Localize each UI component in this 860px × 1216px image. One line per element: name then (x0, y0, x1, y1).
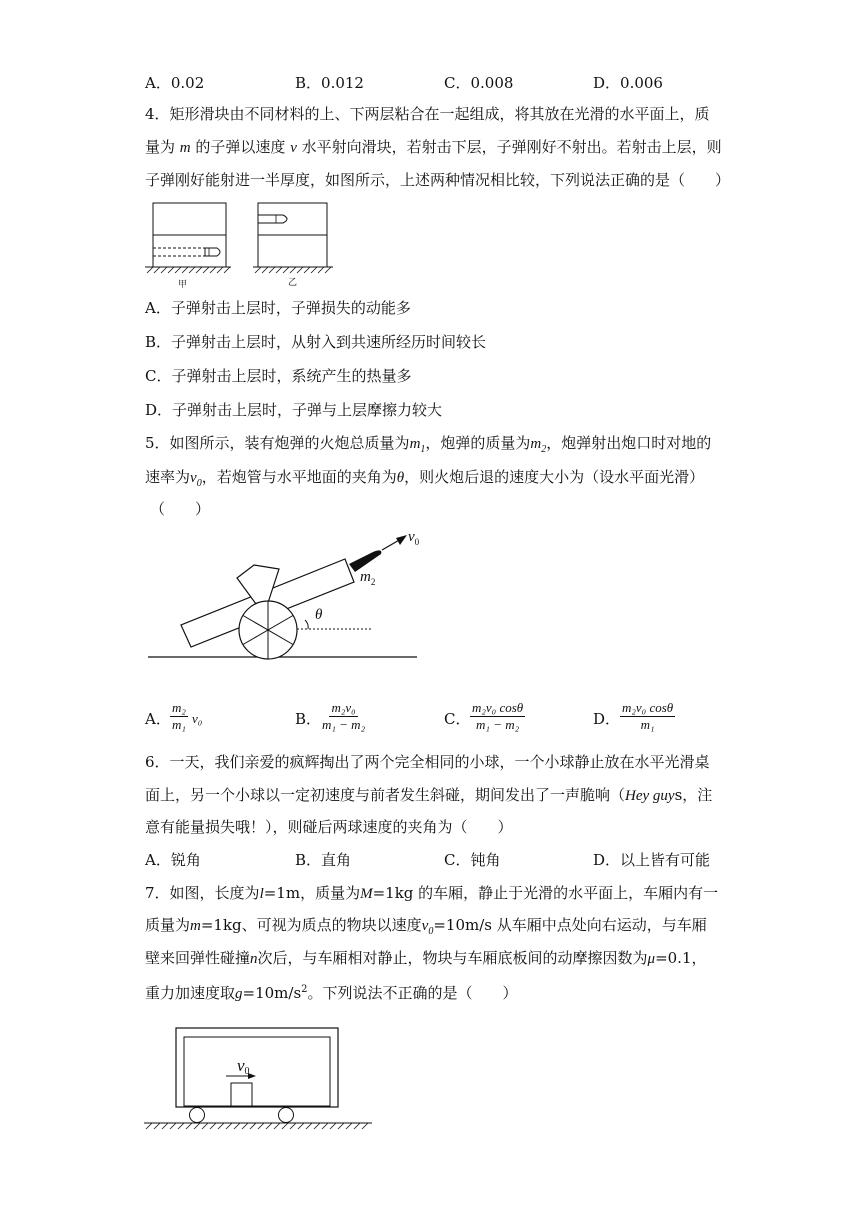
q7-cart-figure (142, 1025, 382, 1135)
q4-text-2c: 水平射向滑块，若射击下层，子弹刚好不射出。若射击上层，则 (301, 138, 722, 156)
q5-option-a-den: m₁ (172, 717, 186, 732)
q6-text-2em: Hey guy (625, 788, 675, 804)
q5-text-1c: ，炮弹射出炮口时对地的 (546, 434, 712, 452)
q3-option-a: A．0.02 (145, 74, 205, 92)
q4-number: 4． (145, 105, 170, 123)
cart-outer-wall (176, 1028, 338, 1107)
q5-option-d-den: m₁ (640, 717, 655, 732)
q4-text-2b: 的子弹以速度 (195, 138, 286, 156)
q5-cannon-figure (145, 522, 435, 662)
m2-label: $m_2$ (360, 569, 376, 587)
q5-option-a-fraction (170, 700, 188, 733)
q6-line-1 (145, 752, 710, 772)
bullet-jia (205, 248, 220, 256)
q5-option-d-letter: D． (593, 710, 621, 728)
q5-line-3: （ ） (150, 500, 211, 518)
q5-option-b-den: m₁ − m₂ (322, 717, 366, 732)
q3-option-c: C．0.008 (444, 74, 514, 92)
q7-var-v-sub: 0 (428, 926, 434, 937)
q6-line-3: 意有能量损失哦！），则碰后两球速度的夹角为（ ） (145, 818, 513, 836)
q3-option-b: B．0.012 (295, 74, 364, 92)
q5-number: 5． (145, 434, 170, 452)
q3-option-d: D．0.006 (593, 74, 663, 92)
q7-text-3a: 壁来回弹性碰撞 (145, 949, 251, 967)
q5-option-c-letter: C． (444, 710, 471, 728)
q7-var-v: v (421, 918, 429, 934)
q6-text-2a: 面上，另一个小球以一定初速度与前者发生斜碰，期间发出了一声脆响（ (145, 786, 626, 804)
q6-number: 6． (145, 753, 170, 771)
q7-number: 7． (145, 884, 170, 902)
q7-text-2b: =1kg、可视为质点的物块以速度 (200, 916, 422, 934)
q4-option-c: C．子弹射击上层时，系统产生的热量多 (145, 367, 412, 385)
q5-text-2b: ，若炮管与水平地面的夹角为 (201, 468, 397, 486)
q4-option-a: A．子弹射击上层时，子弹损失的动能多 (145, 299, 411, 317)
q7-text-2a: 质量为 (145, 916, 191, 934)
q7-line-4 (145, 980, 518, 1004)
q4-figure (145, 200, 345, 292)
q6-line-2 (145, 785, 712, 806)
q5-option-d-num: m₂v₀ cosθ (622, 700, 674, 715)
q7-text-4a: 重力加速度取 (145, 984, 236, 1002)
q5-option-b-letter: B． (295, 710, 322, 728)
q4-var-m: m (179, 140, 191, 156)
q4-text-2a: 量为 (145, 138, 176, 156)
q4-line-3: 子弹刚好能射进一半厚度，如图所示，上述两种情况相比较，下列说法正确的是（ ） (145, 171, 731, 189)
q5-text-1b: ，炮弹的质量为 (425, 434, 531, 452)
theta-label: θ (315, 607, 323, 623)
q7-var-m: m (190, 918, 201, 934)
q7-var-n: n (250, 951, 258, 967)
velocity-arrow (396, 535, 407, 545)
q5-line-2: 速率为$v_0$，若炮管与水平地面的夹角为θ，则火炮后退的速度大小为（设水平面光滑） (145, 468, 705, 489)
q6-option-d: D．以上皆有可能 (593, 851, 711, 869)
q7-squared: 2 (301, 984, 308, 995)
q7-text-3c: =0.1， (655, 949, 707, 967)
label-jia: 甲 (178, 279, 188, 289)
q7-text-1c: =1kg 的车厢，静止于光滑的水平面上，车厢内有一 (372, 884, 719, 902)
q4-option-d: D．子弹射击上层时，子弹与上层摩擦力较大 (145, 401, 443, 419)
q5-text-2c: ，则火炮后退的速度大小为（设水平面光滑） (404, 468, 705, 486)
q5-option-c-den: m₁ − m₂ (476, 717, 520, 732)
q4-option-b: B．子弹射击上层时，从射入到共速所经历时间较长 (145, 333, 487, 351)
q7-line-3 (145, 948, 707, 969)
q5-option-a-tail: v₀ (192, 711, 203, 726)
q5-option-c-fraction (470, 700, 525, 733)
q5-text-2a: 速率为 (145, 468, 191, 486)
q6-option-a: A．锐角 (145, 851, 201, 869)
q7-text-1b: =1m，质量为 (263, 884, 361, 902)
v0-label: v0 (237, 1056, 250, 1077)
q4-text-1: 矩形滑块由不同材料的上、下两层粘合在一起组成，将其放在光滑的水平面上，质 (169, 105, 710, 123)
q5-option-d-fraction (620, 700, 675, 733)
q7-line-2 (145, 915, 707, 942)
q5-option-c-num: m₂v₀ cosθ (472, 700, 524, 715)
q7-var-M: M (360, 886, 373, 902)
q7-text-2c: =10m/s 从车厢中点处向右运动，与车厢 (433, 916, 707, 934)
q6-text-1: 一天，我们亲爱的疯辉掏出了两个完全相同的小球，一个小球静止放在水平光滑桌 (169, 753, 710, 771)
q4-var-v: v (290, 140, 297, 156)
q6-option-c: C．钝角 (444, 851, 501, 869)
bullet-yi (258, 215, 287, 223)
q7-line-1 (145, 883, 718, 904)
label-yi: 乙 (288, 277, 298, 287)
q7-text-3b: 次后，与车厢相对静止，物块与车厢底板间的动摩擦因数为 (257, 949, 648, 967)
q4-line-1 (145, 104, 710, 124)
q5-text-1a: 如图所示，装有炮弹的火炮总质量为 (169, 434, 410, 452)
q6-option-b: B．直角 (295, 851, 352, 869)
q4-line-2 (145, 137, 722, 158)
q7-text-4b: =10m/s (242, 984, 302, 1002)
v0-label: $v_0$ (408, 529, 420, 547)
q5-option-a-num: m₂ (172, 700, 186, 715)
q5-option-b-num: m₂v₀ (331, 700, 356, 715)
right-wheel (279, 1108, 294, 1123)
block (231, 1083, 252, 1106)
left-wheel (190, 1108, 205, 1123)
q7-var-l: l (259, 886, 264, 902)
q5-option-b-fraction (320, 700, 367, 733)
q7-var-g: g (235, 986, 243, 1002)
q7-var-mu: μ (647, 951, 656, 967)
q7-text-1a: 如图，长度为 (169, 884, 260, 902)
q7-text-4c: 。下列说法不正确的是（ ） (307, 984, 518, 1002)
q5-option-a-letter: A． (145, 710, 171, 728)
q6-text-2b: s，注 (674, 786, 713, 804)
q5-line-1: 5．如图所示，装有炮弹的火炮总质量为$m_1$，炮弹的质量为$m_2$，炮弹射出炮口时对地的 (145, 434, 712, 455)
